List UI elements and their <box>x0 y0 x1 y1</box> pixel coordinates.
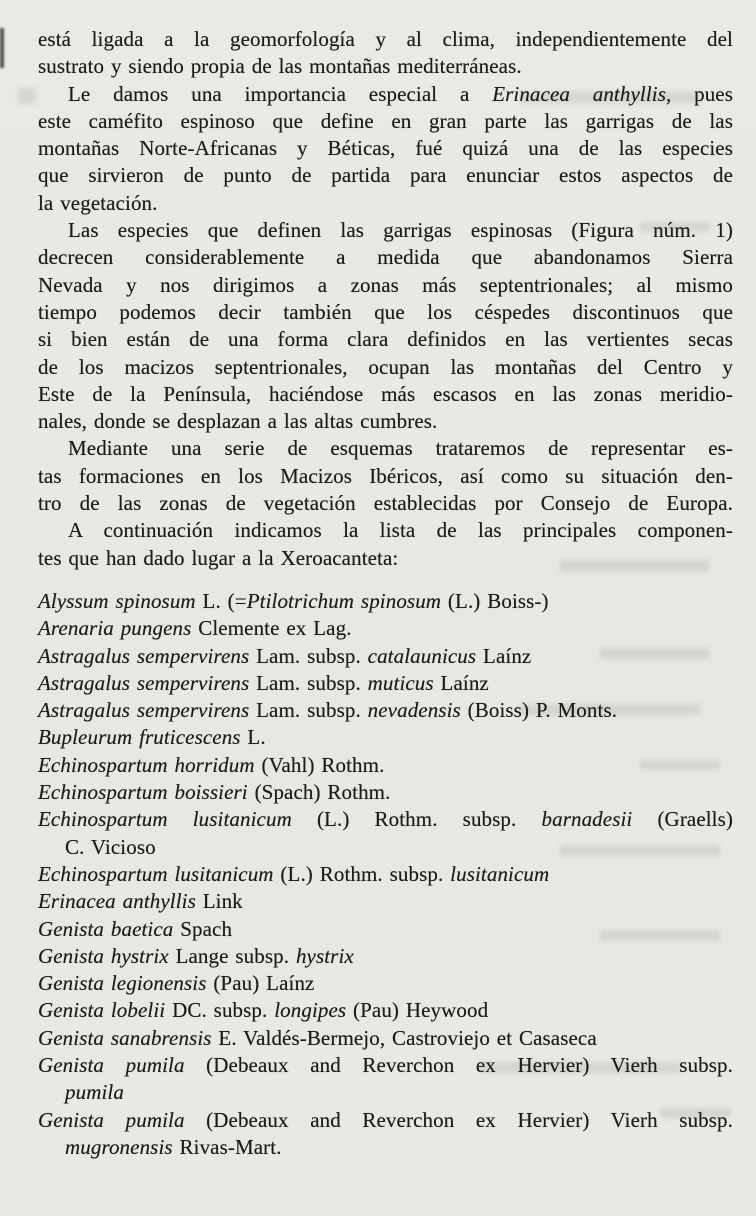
text-segment: (Debeaux and Reverchon ex Hervier) Vierh subsp. <box>184 1107 734 1132</box>
species-name: hystrix <box>295 943 354 968</box>
species-name: longipes <box>274 998 347 1023</box>
text-line <box>38 217 733 244</box>
species-name: catalaunicus <box>367 643 477 668</box>
text-segment: (Debeaux and Reverchon ex Hervier) Vierh subsp. <box>184 1052 734 1077</box>
text-segment: Lam. subsp. <box>249 670 368 695</box>
species-name: Genista sanabrensis <box>38 1025 212 1050</box>
text-segment: sustrato y siendo propia de las montañas mediterráneas. <box>38 54 522 79</box>
text-segment: si bien están de una forma clara definidos en las vertientes secas <box>38 327 733 352</box>
text-line <box>38 463 733 490</box>
text-segment: E. Valdés-Bermejo, Castroviejo et Casaseca <box>211 1025 597 1050</box>
species-name: Echinospartum boissieri <box>38 780 248 805</box>
text-segment: Le damos una importancia especial a <box>68 81 493 106</box>
text-line <box>38 752 733 779</box>
text-line <box>38 1052 733 1079</box>
text-line <box>38 26 733 53</box>
text-segment: (Graells) <box>632 807 733 832</box>
text-segment: pues <box>671 81 733 106</box>
text-segment: Lam. subsp. <box>249 698 368 723</box>
species-name: Echinospartum horridum <box>38 752 255 777</box>
text-line <box>38 834 733 861</box>
species-name: Echinospartum lusitanicum <box>38 861 274 886</box>
bleed-through-mark <box>18 88 36 104</box>
text-segment: Spach <box>173 916 233 941</box>
text-segment: (L.) Boiss-) <box>441 588 549 613</box>
text-line <box>38 1107 733 1134</box>
text-segment: Link <box>195 889 243 914</box>
species-name: barnadesii <box>541 807 633 832</box>
text-segment: Rivas-Mart. <box>172 1134 282 1159</box>
text-line <box>38 299 733 326</box>
species-name: Bupleurum fruticescens <box>38 725 241 750</box>
text-line <box>38 244 733 271</box>
species-name: nevadensis <box>367 698 461 723</box>
text-segment: Este de la Península, haciéndose más escasos en las zonas meridio- <box>38 381 733 406</box>
text-block <box>38 26 733 1161</box>
text-segment: la vegetación. <box>38 190 158 215</box>
species-name: Genista lobelii <box>38 998 166 1023</box>
species-name: mugronensis <box>65 1134 173 1159</box>
text-segment: este caméfito espinoso que define en gran parte las garrigas de las <box>38 108 733 133</box>
species-name: muticus <box>367 670 434 695</box>
species-name: Astragalus sempervirens <box>38 670 250 695</box>
species-name: Ptilotrichum spinosum <box>246 588 442 613</box>
text-line <box>38 697 733 724</box>
species-name: Genista legionensis <box>38 971 207 996</box>
text-segment: Nevada y nos dirigimos a zonas más septentrionales; al mismo <box>38 272 733 297</box>
text-segment: Lange subsp. <box>168 943 296 968</box>
text-segment: decrecen considerablemente a medida que abandonamos Sierra <box>38 245 733 270</box>
text-line <box>38 1079 733 1106</box>
text-segment: (Vahl) Rothm. <box>254 752 385 777</box>
text-segment: Las especies que definen las garrigas espinosas (Figura núm. 1) <box>68 218 733 243</box>
text-segment: de los macizos septentrionales, ocupan las montañas del Centro y <box>38 354 733 379</box>
species-name: Arenaria pungens <box>38 616 192 641</box>
text-line <box>38 162 733 189</box>
species-name: Genista pumila <box>38 1052 185 1077</box>
text-line <box>38 615 733 642</box>
text-line <box>38 670 733 697</box>
text-line <box>38 354 733 381</box>
text-line <box>38 53 733 80</box>
text-segment: Mediante una serie de esquemas trataremos de representar es- <box>68 436 733 461</box>
text-segment: montañas Norte-Africanas y Béticas, fué quizá una de las especies <box>38 136 733 161</box>
text-segment: nales, donde se desplazan a las altas cumbres. <box>38 409 438 434</box>
text-segment: (Pau) Laínz <box>206 971 315 996</box>
text-segment: Laínz <box>433 670 489 695</box>
text-segment: tas formaciones en los Macizos Ibéricos, así como su situación den- <box>38 463 733 488</box>
text-line <box>38 545 733 572</box>
species-name: pumila <box>65 1080 124 1105</box>
species-name: Genista pumila <box>38 1107 185 1132</box>
text-line <box>38 408 733 435</box>
text-line <box>38 724 733 751</box>
text-line <box>38 81 733 108</box>
text-line <box>38 588 733 615</box>
text-segment: (Pau) Heywood <box>346 998 489 1023</box>
text-line <box>38 490 733 517</box>
text-line <box>38 135 733 162</box>
text-line <box>38 272 733 299</box>
text-line <box>38 779 733 806</box>
text-segment: Clemente ex Lag. <box>191 616 352 641</box>
text-segment: L. <box>240 725 266 750</box>
text-line <box>38 970 733 997</box>
text-line <box>38 1134 733 1161</box>
text-segment: Lam. subsp. <box>249 643 368 668</box>
text-line <box>38 381 733 408</box>
text-segment: Laínz <box>476 643 532 668</box>
text-line <box>38 1025 733 1052</box>
species-name: lusitanicum <box>450 861 550 886</box>
text-line <box>38 643 733 670</box>
text-line <box>38 435 733 462</box>
scan-edge-streak <box>0 28 4 68</box>
species-name: Erinacea anthyllis, <box>492 81 672 106</box>
text-segment: (Spach) Rothm. <box>247 780 391 805</box>
text-segment: DC. subsp. <box>165 998 275 1023</box>
text-segment: tes que han dado lugar a la Xeroacanteta: <box>38 545 399 570</box>
text-segment: (L.) Rothm. subsp. <box>291 807 542 832</box>
text-segment: (Boiss) P. Monts. <box>460 698 618 723</box>
text-segment: tro de las zonas de vegetación establecidas por Consejo de Europa. <box>38 491 733 516</box>
species-name: Astragalus sempervirens <box>38 643 250 668</box>
text-segment: A continuación indicamos la lista de las principales componen- <box>68 518 733 543</box>
species-name: Alyssum spinosum <box>38 588 196 613</box>
text-segment: que sirvieron de punto de partida para enunciar estos aspectos de <box>38 163 733 188</box>
text-line <box>38 861 733 888</box>
text-segment: (L.) Rothm. subsp. <box>273 861 451 886</box>
text-line <box>38 916 733 943</box>
species-name: Astragalus sempervirens <box>38 698 250 723</box>
text-segment: tiempo podemos decir también que los céspedes discontinuos que <box>38 299 733 324</box>
text-segment: está ligada a la geomorfología y al clima, independientemente del <box>38 27 733 51</box>
species-name: Erinacea anthyllis <box>38 889 196 914</box>
species-name: Genista hystrix <box>38 943 169 968</box>
text-line <box>38 943 733 970</box>
text-line <box>38 997 733 1024</box>
text-line <box>38 888 733 915</box>
text-line <box>38 517 733 544</box>
text-line <box>38 108 733 135</box>
text-segment: L. (= <box>195 588 247 613</box>
species-name: Echinospartum lusitanicum <box>38 807 292 832</box>
text-line <box>38 326 733 353</box>
text-segment: C. Vicioso <box>65 834 156 859</box>
species-name: Genista baetica <box>38 916 174 941</box>
text-line <box>38 806 733 833</box>
text-line <box>38 190 733 217</box>
